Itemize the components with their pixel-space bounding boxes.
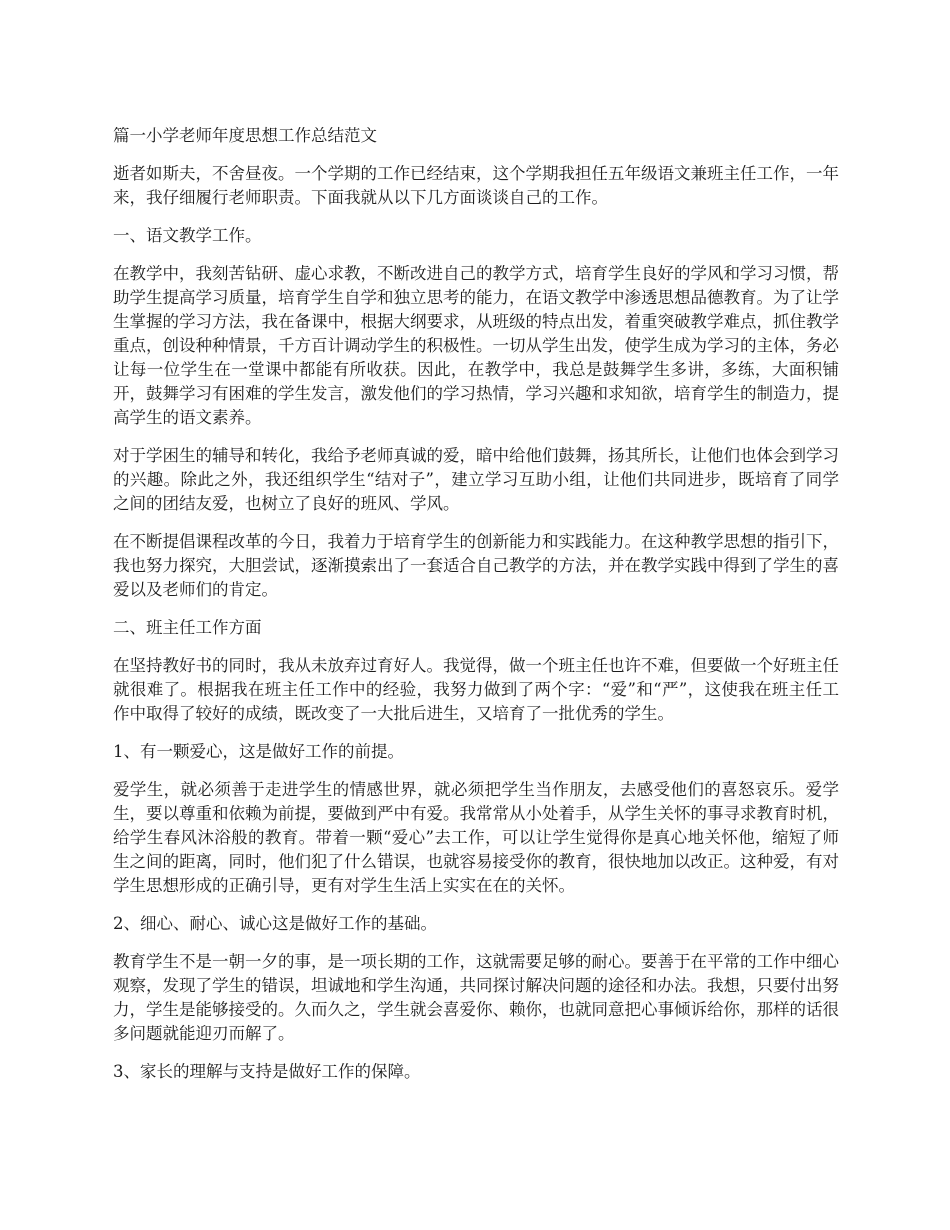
document-page xyxy=(113,124,839,1098)
subheading-parent-support: 3、家长的理解与支持是做好工作的保障。 xyxy=(113,1062,421,1081)
paragraph-teaching-methods: 在教学中，我刻苦钻研、虚心求教，不断改进自己的教学方式，培育学生良好的学风和学习习惯，帮助学生提高学习质量，培育学生自学和独立思考的能力，在语文教学中渗透思想品德教育。为了让学生掌握的学习方法，我在备课中，根据大纲要求，从班级的特点出发，着重突破教学难点，抓住教学重点，创设种种情景，千方百计调动学生的积极性。一切从学生出发，使学生成为学习的主体，务必让每一位学生在一堂课中都能有所收获。因此，在教学中，我总是鼓舞学生多讲，多练，大面积铺开，鼓舞学习有困难的学生发言，激发他们的学习热情，学习兴趣和求知欲，培育学生的制造力，提高学生的语文素养。 xyxy=(113,264,839,427)
document-title: 篇一小学老师年度思想工作总结范文 xyxy=(113,126,377,145)
intro-paragraph: 逝者如斯夫，不舍昼夜。一个学期的工作已经结束，这个学期我担任五年级语文兼班主任工作，一年来，我仔细履行老师职责。下面我就从以下几方面谈谈自己的工作。 xyxy=(113,164,839,207)
paragraph-loving-students: 爱学生，就必须善于走进学生的情感世界，就必须把学生当作朋友，去感受他们的喜怒哀乐。爱学生，要以尊重和依赖为前提，要做到严中有爱。我常常从小处着手，从学生关怀的事寻求教育时机，给学生春风沐浴般的教育。带着一颗“爱心”去工作，可以让学生觉得你是真心地关怀他，缩短了师生之间的距离，同时，他们犯了什么错误，也就容易接受你的教育，很快地加以改正。这种爱，有对学生思想形成的正确引导，更有对学生生活上实实在在的关怀。 xyxy=(113,780,839,895)
paragraph-patience: 教育学生不是一朝一夕的事，是一项长期的工作，这就需要足够的耐心。要善于在平常的工作中细心观察，发现了学生的错误，坦诚地和学生沟通，共同探讨解决问题的途径和办法。我想，只要付出努力，学生是能够接受的。久而久之，学生就会喜爱你、赖你，也就同意把心事倾诉给你，那样的话很多问题就能迎刃而解了。 xyxy=(113,952,839,1043)
paragraph-struggling-students: 对于学困生的辅导和转化，我给予老师真诚的爱，暗中给他们鼓舞，扬其所长，让他们也体会到学习的兴趣。除此之外，我还组织学生“结对子”，建立学习互助小组，让他们共同进步，既培育了同学之间的团结友爱，也树立了良好的班风、学风。 xyxy=(113,446,839,513)
subheading-patience: 2、细心、耐心、诚心这是做好工作的基础。 xyxy=(113,914,437,933)
section-heading-class-teacher: 二、班主任工作方面 xyxy=(113,618,262,637)
subheading-caring-heart: 1、有一颗爱心，这是做好工作的前提。 xyxy=(113,742,404,761)
paragraph-love-and-strictness: 在坚持教好书的同时，我从未放弃过育好人。我觉得，做一个班主任也许不难，但要做一个好班主任就很难了。根据我在班主任工作中的经验，我努力做到了两个字：“爱”和“严”，这使我在班主任工作中取得了较好的成绩，既改变了一大批后进生，又培育了一批优秀的学生。 xyxy=(113,656,839,723)
section-heading-chinese-teaching: 一、语文教学工作。 xyxy=(113,226,262,245)
paragraph-curriculum-reform: 在不断提倡课程改革的今日，我着力于培育学生的创新能力和实践能力。在这种教学思想的指引下，我也努力探究，大胆尝试，逐渐摸索出了一套适合自己教学的方法，并在教学实践中得到了学生的喜爱以及老师们的肯定。 xyxy=(113,532,839,599)
